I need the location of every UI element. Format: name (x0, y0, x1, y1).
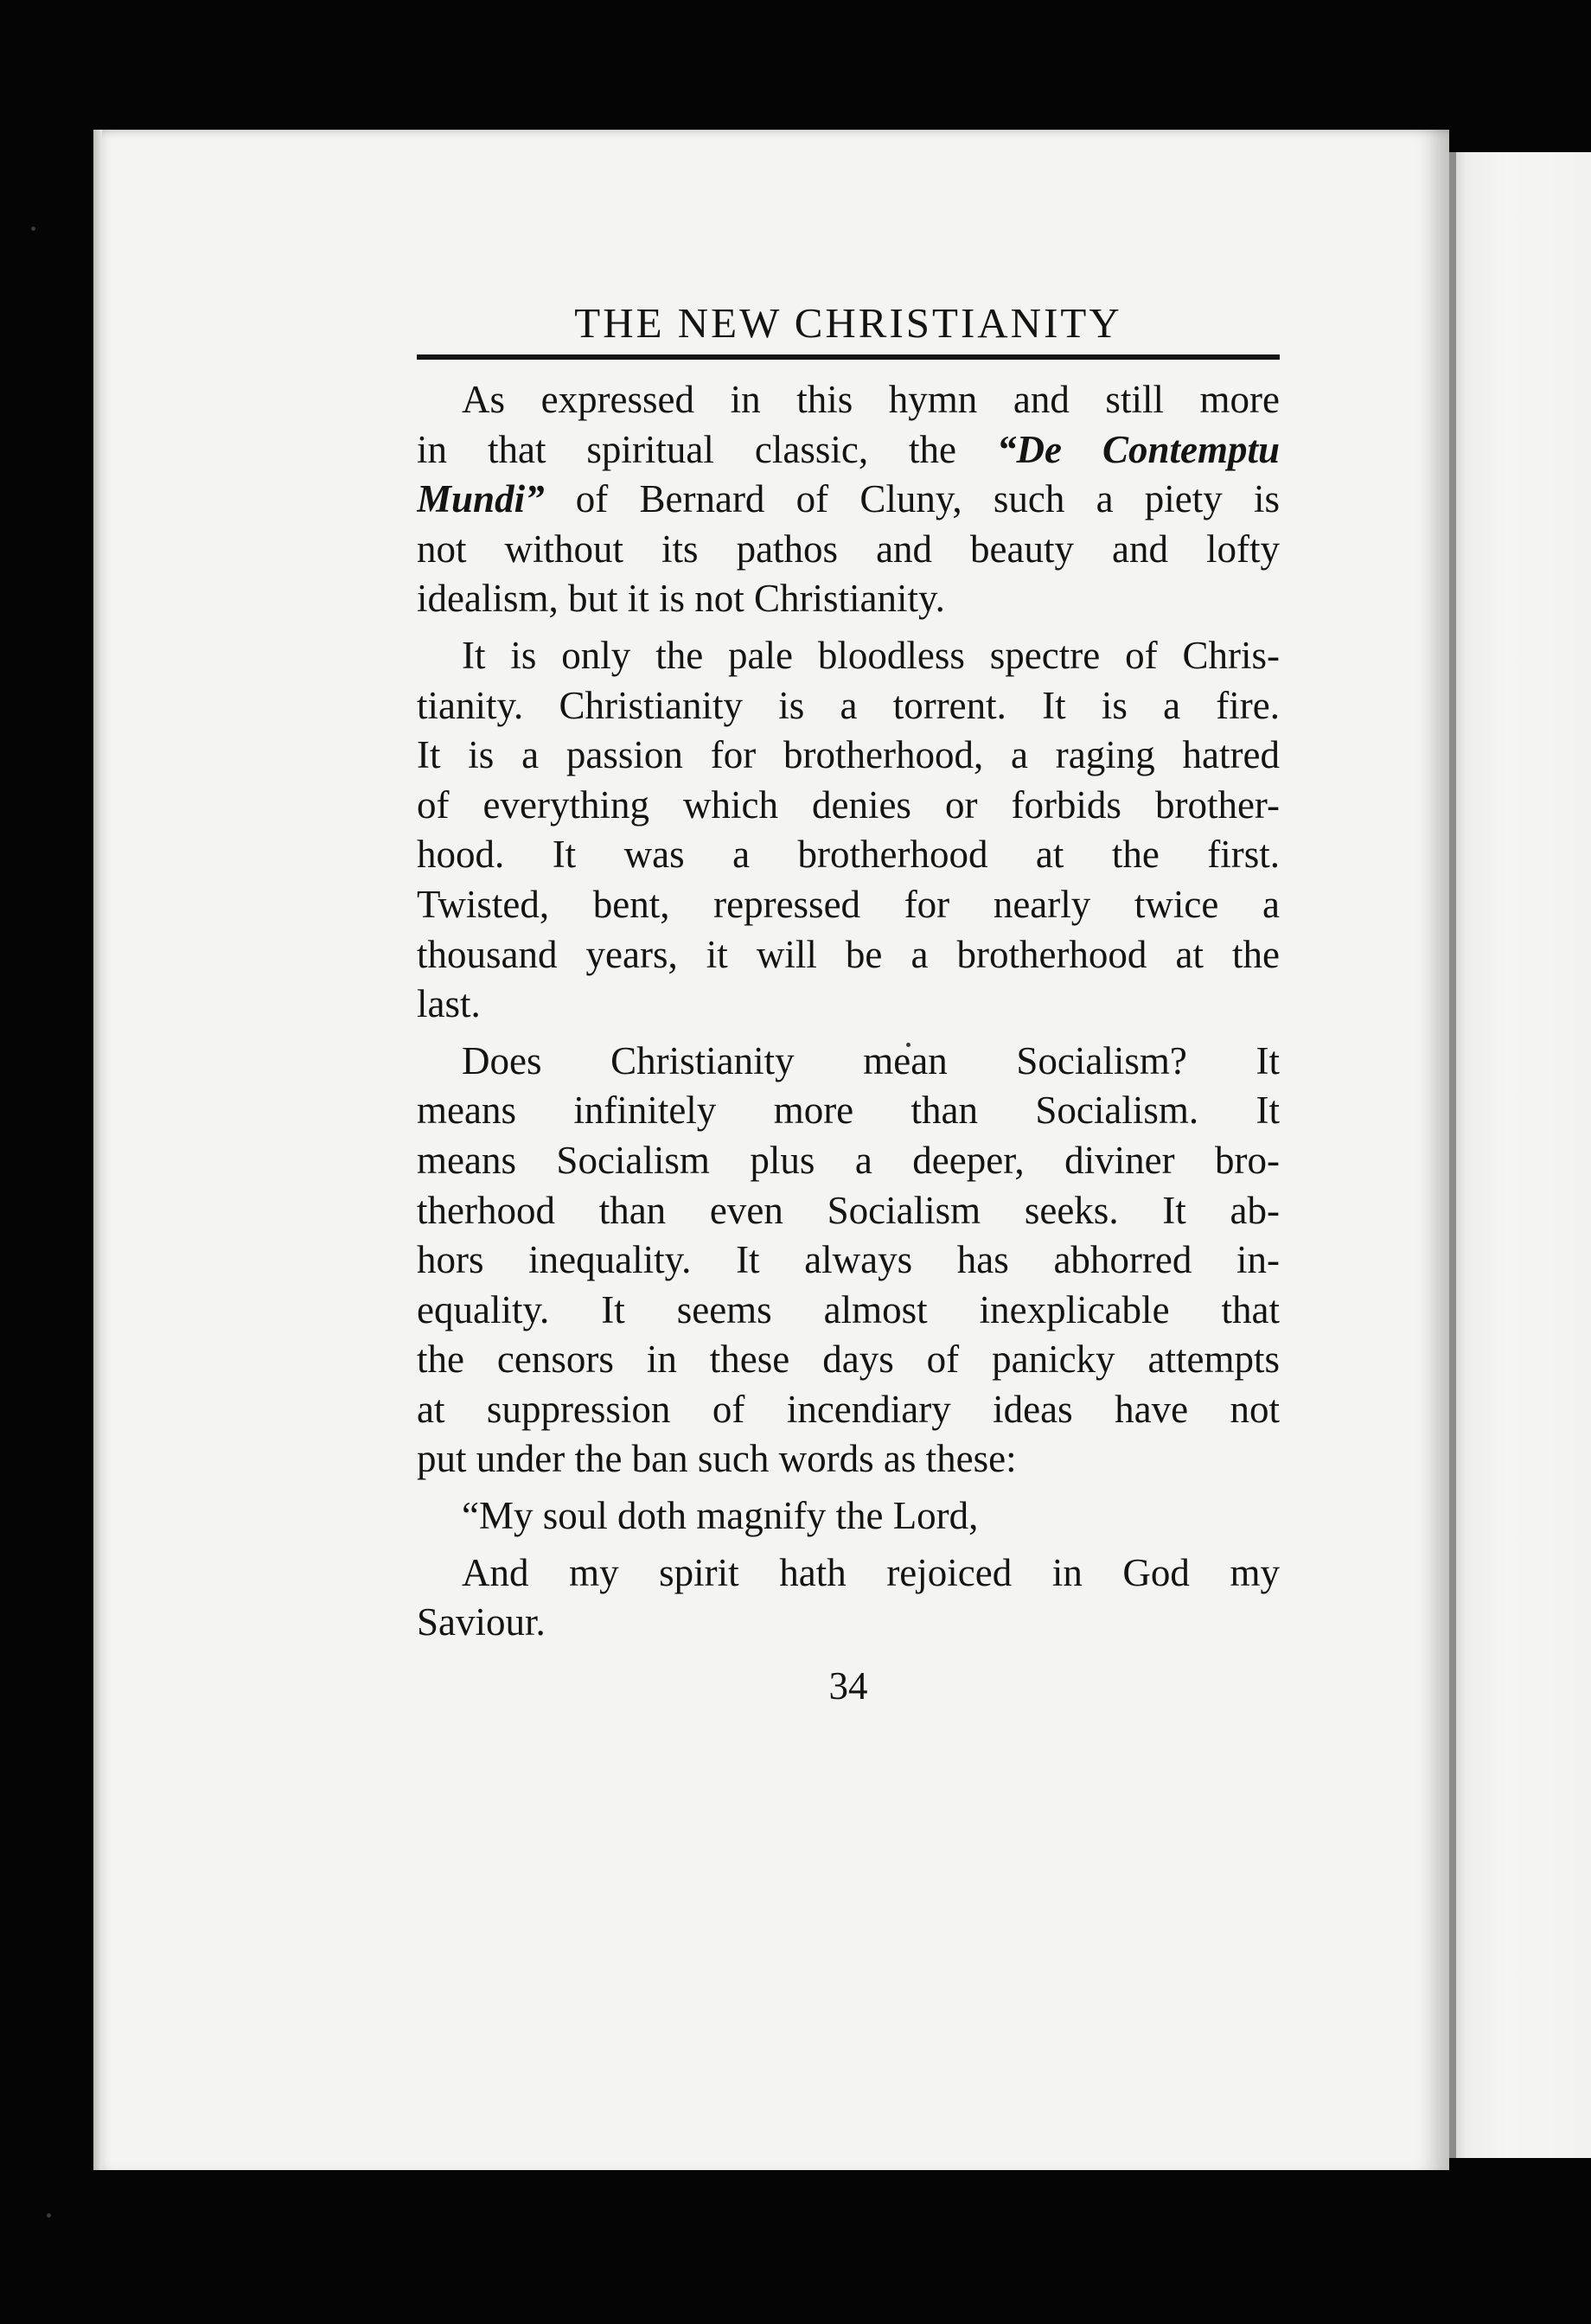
line-text: hood. It was a brotherhood at the first. (417, 833, 1280, 877)
text-line (417, 1286, 1280, 1336)
text-line (417, 1385, 1280, 1435)
line-text: last. (417, 982, 481, 1026)
line-text: Saviour. (417, 1600, 546, 1644)
line-text: not without its pathos and beauty and lofty (417, 527, 1280, 571)
line-text: idealism, but it is not Christianity. (417, 577, 945, 621)
text-line (417, 425, 1280, 476)
paragraph (417, 1037, 1280, 1484)
line-text: As expressed in this hymn and still more (462, 378, 1280, 421)
paragraph-gap (417, 1542, 1280, 1548)
line-text: of Bernard of Cluny, such a piety is (544, 477, 1280, 521)
text-line (417, 1335, 1280, 1385)
text-line (417, 375, 1280, 425)
paragraph-gap (417, 1484, 1280, 1491)
text-line (417, 781, 1280, 831)
line-text: And my spirit hath rejoiced in God my (462, 1550, 1280, 1594)
text-line (417, 880, 1280, 930)
line-text: means Socialism plus a deeper, diviner bro- (417, 1138, 1280, 1182)
line-text: the censors in these days of panicky attempts (417, 1338, 1280, 1382)
line-text: of everything which denies or forbids brother- (417, 782, 1280, 827)
book-gutter (1449, 152, 1456, 2158)
text-line (417, 1548, 1280, 1599)
text-line (417, 1037, 1280, 1087)
line-text: at suppression of incendiary ideas have not (417, 1387, 1280, 1431)
line-text: tianity. Christianity is a torrent. It is a fire. (417, 683, 1280, 727)
paragraph (417, 1548, 1280, 1648)
text-line (417, 1186, 1280, 1236)
text-line (417, 1235, 1280, 1286)
text-line (417, 1598, 1280, 1648)
text-line (417, 1136, 1280, 1186)
line-text: equality. It seems almost inexplicable that (417, 1287, 1280, 1331)
text-line (417, 574, 1280, 624)
body-text (417, 375, 1280, 1648)
paragraph (417, 631, 1280, 1030)
italic-title: “De Contemptu (997, 427, 1280, 471)
text-line (417, 631, 1280, 681)
line-text: It is a passion for brotherhood, a raging hatred (417, 733, 1280, 777)
line-text: It is only the pale bloodless spectre of Chris- (462, 633, 1280, 677)
line-text: hors inequality. It always has abhorred in- (417, 1238, 1280, 1282)
line-text: Twisted, bent, repressed for nearly twice a (417, 882, 1280, 926)
text-line (417, 980, 1280, 1030)
line-text: “My soul doth magnify the Lord, (462, 1494, 979, 1538)
running-head: THE NEW CHRISTIANITY (574, 299, 1122, 347)
text-line (417, 475, 1280, 525)
paragraph (417, 1491, 1280, 1542)
page-number: 34 (828, 1663, 868, 1708)
line-text: in that spiritual classic, the (417, 427, 997, 471)
line-text: put under the ban such words as these: (417, 1437, 1017, 1481)
italic-title: Mundi” (417, 477, 545, 521)
text-line (417, 830, 1280, 880)
paragraph-gap (417, 624, 1280, 631)
paragraph (417, 375, 1280, 624)
text-line (417, 1434, 1280, 1484)
text-line (417, 1491, 1280, 1542)
dust-speck (31, 227, 35, 231)
dust-speck (47, 2213, 51, 2218)
header-rule (417, 354, 1280, 360)
text-line (417, 1086, 1280, 1136)
page-left-edge (93, 130, 102, 2170)
page-text-block (417, 297, 1280, 1712)
text-line (417, 930, 1280, 980)
line-text: means infinitely more than Socialism. It (417, 1089, 1280, 1133)
line-text: thousand years, it will be a brotherhood at the (417, 932, 1280, 976)
text-line (417, 525, 1280, 575)
text-line (417, 731, 1280, 781)
line-text: therhood than even Socialism seeks. It ab- (417, 1188, 1280, 1232)
text-line (417, 681, 1280, 731)
facing-page-edge (1449, 152, 1591, 2158)
paragraph-gap (417, 1030, 1280, 1037)
line-text: Does Christianity mean Socialism? It (462, 1038, 1280, 1082)
